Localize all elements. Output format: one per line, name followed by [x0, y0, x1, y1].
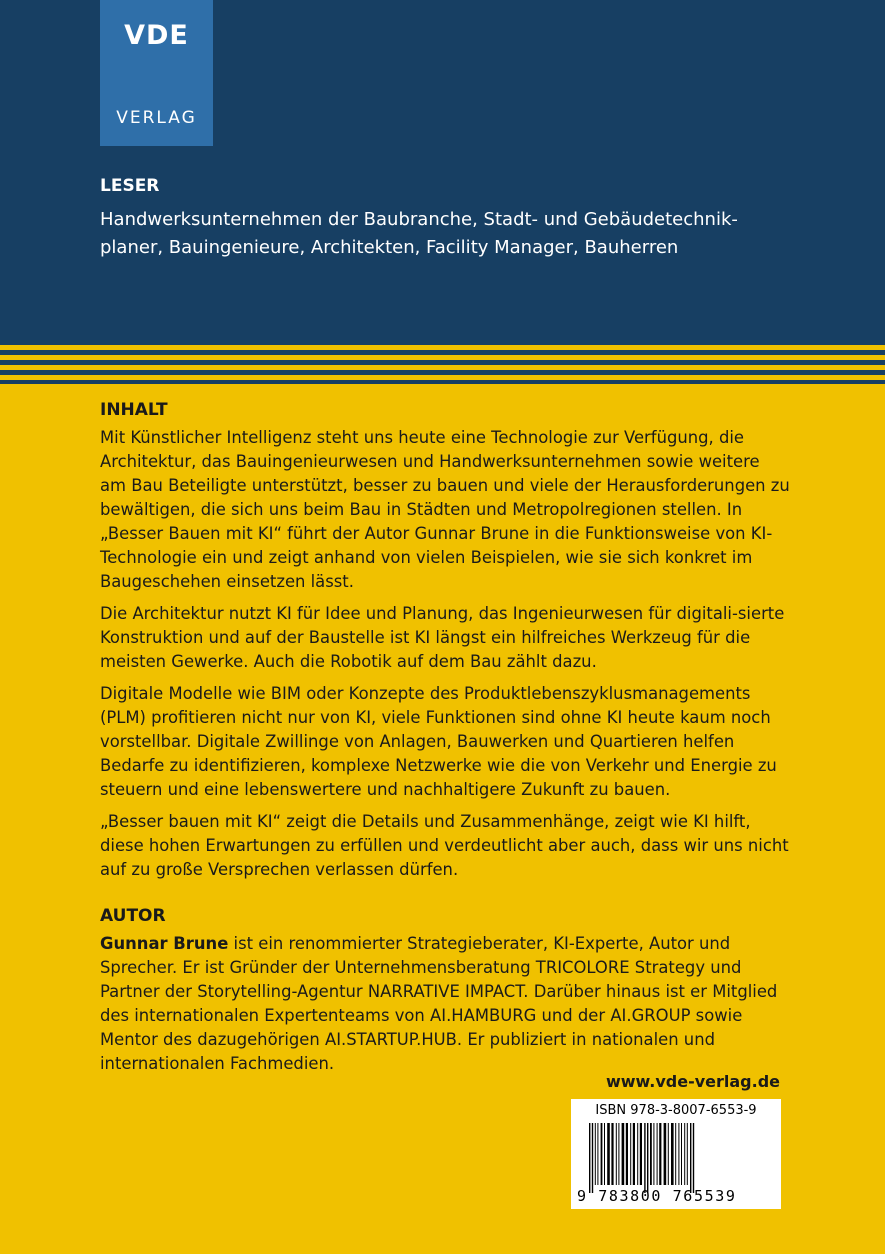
inhalt-paragraph: Die Architektur nutzt KI für Idee und Planung, das Ingenieurwesen für digitali-sierte Konstruktion und auf der Baustelle ist KI längst ein hilfreiches Werkzeug für die meisten Gewerke. Auch die Robotik auf dem Bau zählt dazu. [100, 604, 785, 671]
barcode-bar [684, 1123, 685, 1185]
barcode-bar [650, 1123, 652, 1185]
barcode-bar [687, 1123, 688, 1185]
barcode-bar [595, 1123, 596, 1185]
decorative-stripes [0, 340, 885, 384]
barcode-bar [659, 1123, 661, 1185]
barcode-bar [589, 1123, 590, 1193]
barcode-bar [592, 1123, 593, 1193]
barcode-bar [630, 1123, 631, 1185]
leser-text: Handwerksunternehmen der Baubranche, Stadt- und Gebäudetechnik-planer, Bauingenieure, Architekten, Facility Manager, Bauherren [100, 209, 738, 258]
barcode-bar [647, 1123, 648, 1193]
barcode-bar [637, 1123, 638, 1185]
barcode-bar [604, 1123, 605, 1185]
barcode-bar [626, 1123, 628, 1185]
barcode-bar [664, 1123, 667, 1185]
barcode-bar [616, 1123, 617, 1185]
barcode-bar [622, 1123, 625, 1185]
inhalt-paragraph: Mit Künstlicher Intelligenz steht uns heute eine Technologie zur Verfügung, die Architektur, das Bauingenieurwesen und Handwerksunternehmen sowie weitere am Bau Beteiligte unterstützt, besser zu bauen und viele der Herausforderungen zu bewältigen, die sich uns beim Bau in Städten und Metropolregionen stellen. In „Besser Bauen mit KI“ führt der Autor Gunnar Brune in die Funktionsweise von KI-Technologie ein und zeigt anhand von vielen Beispielen, wie sie sich konkret im Baugeschehen einsetzen lässt. [100, 428, 790, 591]
barcode-bar [681, 1123, 682, 1185]
barcode-bar [644, 1123, 645, 1193]
barcode-icon [587, 1123, 767, 1193]
inhalt-paragraph: Digitale Modelle wie BIM oder Konzepte des Produktlebenszyklusmanagements (PLM) profitieren nicht nur von KI, viele Funktionen sind ohne KI heute kaum noch vorstellbar. Digitale Zwillinge von Anlagen, Bauwerken und Quartieren helfen Bedarfe zu identifizieren, komplexe Netzwerke wie die von Verkehr und Energie zu steuern und eine lebenswertere und nachhaltigere Zukunft zu bauen. [100, 684, 777, 799]
main-content [100, 400, 790, 1084]
website-link[interactable]: www.vde-verlag.de [605, 1072, 780, 1091]
logo-brand: VDE [124, 20, 189, 51]
ean-digits: 9 783800 765539 [577, 1187, 737, 1205]
barcode-bar [653, 1123, 654, 1185]
vde-verlag-logo [100, 0, 213, 146]
barcode-bar [607, 1123, 610, 1185]
barcode-bar [690, 1123, 691, 1193]
barcode-bar [633, 1123, 635, 1185]
autor-heading: AUTOR [100, 906, 166, 926]
author-bio: ist ein renommierter Strategieberater, KI-Experte, Autor und Sprecher. Er ist Gründer der Unternehmensberatung TRICOLORE Strategy und Partner der Storytelling-Agentur NARRATIVE IMPACT. Darüber hinaus ist er Mitglied des internationalen Expertenteams von AI.HAMBURG und der AI.GROUP sowie Mentor des dazugehörigen AI.STARTUP.HUB. Er publiziert in nationalen und internationalen Fachmedien. [100, 934, 778, 1073]
leser-heading: LESER [100, 176, 160, 196]
author-name: Gunnar Brune [100, 934, 229, 953]
barcode-bar [693, 1123, 694, 1193]
reader-section [0, 0, 885, 340]
barcode-bar [611, 1123, 613, 1185]
barcode-bar [601, 1123, 603, 1185]
isbn-number: ISBN 978-3-8007-6553-9 [595, 1103, 757, 1118]
barcode-bar [597, 1123, 598, 1185]
barcode-bar [640, 1123, 642, 1185]
logo-publisher: VERLAG [116, 108, 197, 128]
barcode-bar [675, 1123, 676, 1185]
barcode-bar [618, 1123, 619, 1185]
barcode-bar [671, 1123, 674, 1185]
inhalt-paragraph: „Besser bauen mit KI“ zeigt die Details und Zusammenhänge, zeigt wie KI hilft, diese hohen Erwartungen zu erfüllen und verdeutlicht aber auch, dass wir uns nicht auf zu große Versprechen verlassen dürfen. [100, 812, 789, 879]
isbn-barcode [571, 1099, 781, 1209]
barcode-bar [668, 1123, 669, 1185]
barcode-bar [657, 1123, 658, 1185]
barcode-bar [678, 1123, 679, 1185]
autor-paragraph [100, 932, 790, 1076]
inhalt-heading: INHALT [100, 400, 168, 420]
